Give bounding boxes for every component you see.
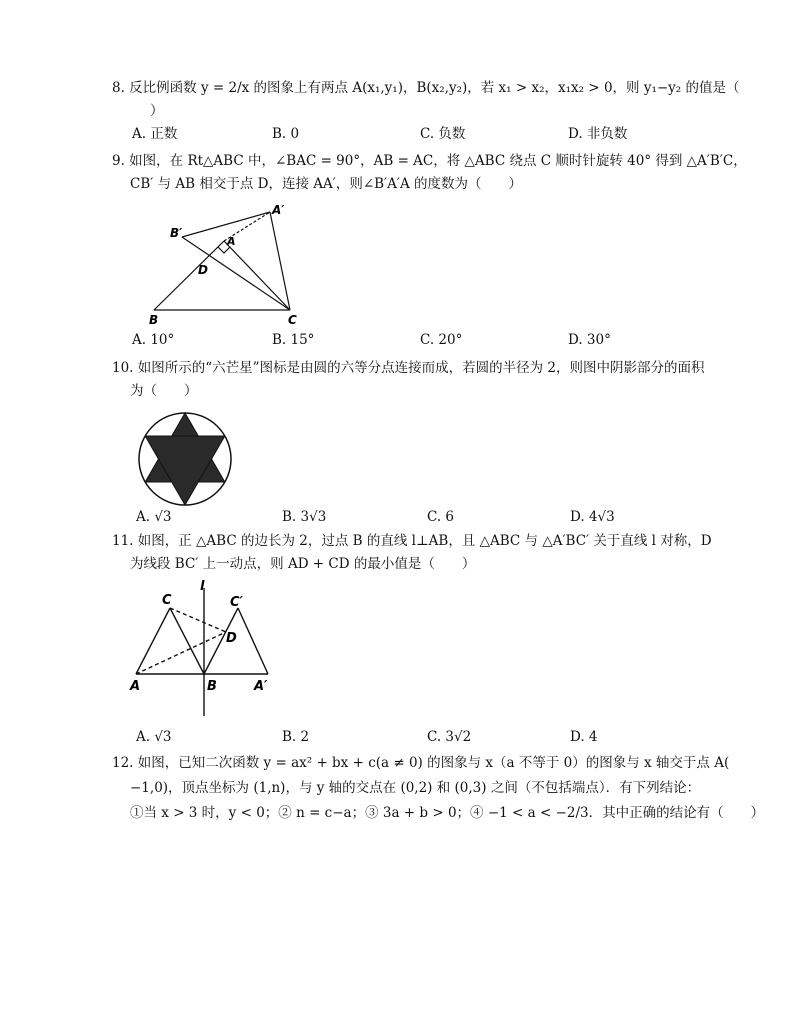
- q12-stem-line3: ①当 x > 3 时，y < 0；② n = c−a；③ 3a + b > 0；④ −1 < a < −2/3．其中正确的结论有（ ）: [130, 805, 765, 821]
- q9-option-d[interactable]: D. 30°: [568, 332, 611, 348]
- q9-label-b: B: [149, 313, 159, 327]
- q9-option-b[interactable]: B. 15°: [272, 332, 315, 348]
- q8-stem-line2: ）: [150, 103, 164, 119]
- q11-stem-line2: 为线段 BC′ 上一动点，则 AD + CD 的最小值是（ ）: [130, 556, 476, 572]
- q9-rotation-figure: [140, 200, 310, 328]
- q8-option-a[interactable]: A. 正数: [132, 126, 178, 142]
- q9-option-a[interactable]: A. 10°: [132, 332, 175, 348]
- q12-stem-line1: 12. 如图，已知二次函数 y = ax² + bx + c(a ≠ 0) 的图象与 x（a 不等于 0）的图象与 x 轴交于点 A(: [112, 755, 730, 771]
- q10-option-c[interactable]: C. 6: [427, 509, 455, 525]
- q9-segment-b'a': [182, 212, 270, 237]
- q9-segment-ba: [154, 241, 224, 310]
- q9-label-a-prime: A′: [272, 203, 285, 217]
- q10-stem-line1: 10. 如图所示的“六芒星”图标是由圆的六等分点连接而成，若圆的半径为 2，则图中阴影部分的面积: [112, 360, 705, 376]
- q10-option-d[interactable]: D. 4√3: [570, 509, 615, 525]
- q11-segment-cd: [170, 608, 226, 632]
- q9-segment-a'c: [270, 212, 290, 310]
- q9-label-c: C: [288, 313, 297, 327]
- q11-label-l: l: [200, 579, 205, 594]
- q11-label-a-prime: A′: [254, 679, 268, 694]
- q8-stem-line1: 8. 反比例函数 y = 2/x 的图象上有两点 A(x₁,y₁)，B(x₂,y₂)，若 x₁ > x₂，x₁x₂ > 0，则 y₁−y₂ 的值是（: [112, 80, 740, 96]
- q9-stem-line1: 9. 如图，在 Rt△ABC 中，∠BAC = 90°，AB = AC，将 △ABC 绕点 C 顺时针旋转 40° 得到 △A′B′C，: [112, 153, 747, 169]
- q11-label-c-prime: C′: [230, 595, 243, 610]
- q8-option-c[interactable]: C. 负数: [420, 126, 466, 142]
- q11-label-a: A: [130, 679, 141, 694]
- q9-option-c[interactable]: C. 20°: [420, 332, 463, 348]
- q11-symmetry-figure: [128, 578, 278, 718]
- q11-stem-line1: 11. 如图，正 △ABC 的边长为 2，过点 B 的直线 l⊥AB，且 △ABC 与 △A′BC′ 关于直线 l 对称，D: [112, 533, 712, 549]
- q10-stem-line2: 为（ ）: [130, 383, 198, 399]
- q10-option-a[interactable]: A. √3: [136, 509, 172, 525]
- q10-six-star-figure: [136, 410, 234, 508]
- q11-segment-c'a': [238, 608, 268, 674]
- q9-label-b-prime: B′: [170, 226, 183, 240]
- q11-option-a[interactable]: A. √3: [136, 729, 172, 745]
- q11-segment-ac: [136, 608, 170, 674]
- q11-label-c: C: [162, 593, 172, 608]
- q12-stem-line2: −1,0)，顶点坐标为 (1,n)，与 y 轴的交点在 (0,2) 和 (0,3) 之间（不包括端点）．有下列结论：: [130, 780, 701, 796]
- q10-option-b[interactable]: B. 3√3: [282, 509, 327, 525]
- q9-label-d: D: [198, 263, 208, 277]
- q11-option-b[interactable]: B. 2: [282, 729, 310, 745]
- q11-option-c[interactable]: C. 3√2: [427, 729, 472, 745]
- q11-segment-cb: [170, 608, 204, 674]
- q11-option-d[interactable]: D. 4: [570, 729, 598, 745]
- q9-label-a: A: [227, 235, 236, 248]
- q8-option-b[interactable]: B. 0: [272, 126, 300, 142]
- q9-stem-line2: CB′ 与 AB 相交于点 D，连接 AA′，则∠B′A′A 的度数为（ ）: [130, 176, 522, 192]
- q11-label-d: D: [226, 631, 237, 646]
- q8-option-d[interactable]: D. 非负数: [568, 126, 628, 142]
- q11-label-b: B: [207, 679, 217, 694]
- q11-segment-ad: [136, 632, 226, 674]
- q9-segment-ac: [224, 241, 290, 310]
